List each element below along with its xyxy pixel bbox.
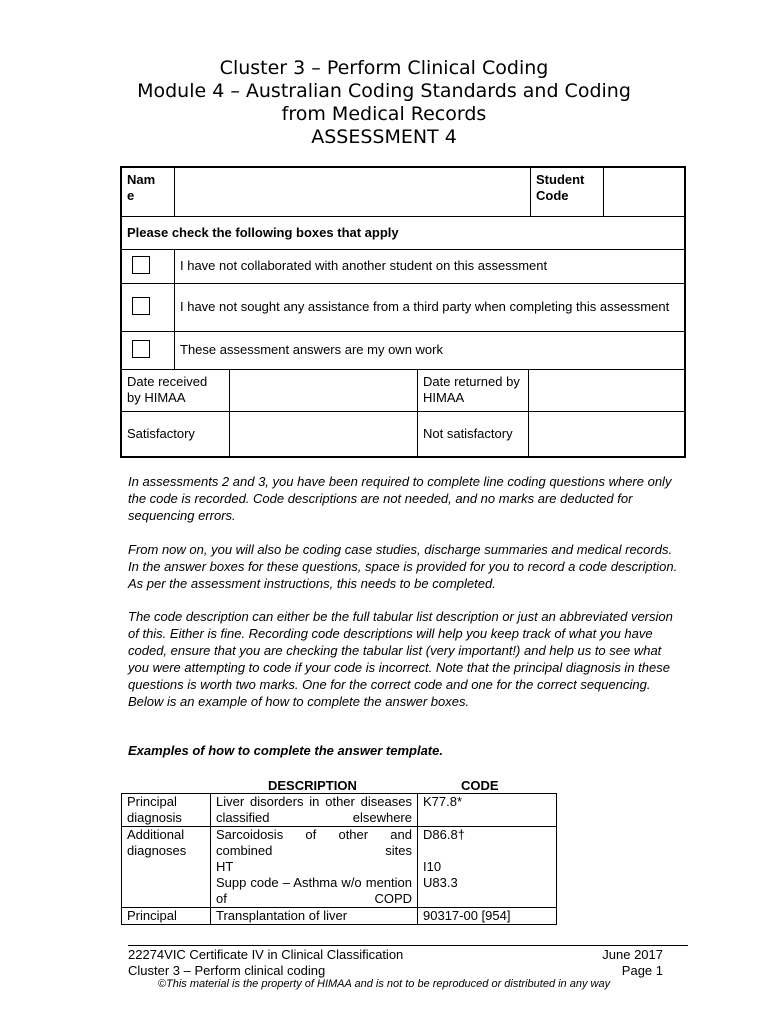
footer-line-2 [128,963,663,978]
row-code: K77.8* [418,794,557,827]
title-line-3: from Medical Records [281,103,487,125]
description-column-header: DESCRIPTION [268,778,357,793]
submission-form [120,166,686,458]
check-text-3: These assessment answers are my own work [175,331,686,369]
title-line-4: ASSESSMENT 4 [311,126,457,148]
title-line-1: Cluster 3 – Perform Clinical Coding [219,57,549,79]
table-row [122,827,557,908]
footer-divider [128,945,688,946]
instructions-paragraph-1: In assessments 2 and 3, you have been required to complete line coding questions where only the code is recorded. Code descriptions are not needed, and no marks are deducted for sequencing errors. [128,474,672,523]
name-input[interactable] [175,167,531,216]
table-row [122,794,557,827]
row-description: Liver disorders in other diseases classified elsewhere [211,794,418,827]
row-code: 90317-00 [954] [418,908,557,925]
row-description: Transplantation of liver [211,908,418,925]
example-answer-table [121,793,557,925]
satisfactory-label: Satisfactory [122,412,230,456]
row-category: Additional diagnoses [122,827,211,908]
check-text-2: I have not sought any assistance from a third party when completing this assessment [175,283,686,331]
title-line-2: Module 4 – Australian Coding Standards and Coding [137,80,631,102]
code-column-header: CODE [461,778,499,793]
example-heading: Examples of how to complete the answer template. [128,743,443,758]
not-satisfactory-input[interactable] [529,412,685,456]
checkbox-no-collaboration[interactable] [132,256,150,274]
instructions-paragraph-2: From now on, you will also be coding case studies, discharge summaries and medical records. In the answer boxes for these questions, space is provided for you to record a code description. As per the assessment instructions, this needs to be completed. [128,542,678,591]
check-cell-2 [121,283,175,331]
date-returned-input[interactable] [529,370,685,412]
row-code: D86.8† I10 U83.3 [418,827,557,908]
instructions-paragraph-3: The code description can either be the full tabular list description or just an abbreviated version of this. Either is fine. Recording code descriptions will help you keep track of what you have coded, ensure that you are checking the tabular list (very important!) and help us to see what you were attempting to code if your code is incorrect. Note that the principal diagnosis in these questions is worth two marks. One for the correct code and one for the correct sequencing. Below is an example of how to complete the answer boxes. [128,609,673,709]
footer-line-1 [128,947,663,962]
document-title [0,57,768,149]
date-returned-label: Date returned by HIMAA [418,370,529,412]
date-received-label: Date received by HIMAA [122,370,230,412]
check-cell-1 [121,249,175,283]
check-text-1: I have not collaborated with another student on this assessment [175,249,686,283]
checkbox-no-assistance[interactable] [132,297,150,315]
copyright-notice: ©This material is the property of HIMAA and is not to be reproduced or distributed in any way [157,978,611,990]
row-category: Principal diagnosis [122,794,211,827]
date-received-input[interactable] [230,370,418,412]
check-heading: Please check the following boxes that apply [121,216,685,249]
table-row [122,908,557,925]
student-code-label: Student Code [531,167,604,216]
row-category: Principal [122,908,211,925]
himaa-status-table [122,370,684,456]
footer-cluster: Cluster 3 – Perform clinical coding [128,963,326,978]
footer-page-number: Page 1 [621,963,663,978]
checkbox-own-work[interactable] [132,340,150,358]
footer-date: June 2017 [602,947,663,962]
check-cell-3 [121,331,175,369]
name-label: Name [121,167,175,216]
row-description: Sarcoidosis of other and combined sites HT Supp code – Asthma w/o mention of COPD [211,827,418,908]
student-code-input[interactable] [604,167,686,216]
footer-course: 22274VIC Certificate IV in Clinical Classification [128,947,404,962]
not-satisfactory-label: Not satisfactory [418,412,529,456]
satisfactory-input[interactable] [230,412,418,456]
